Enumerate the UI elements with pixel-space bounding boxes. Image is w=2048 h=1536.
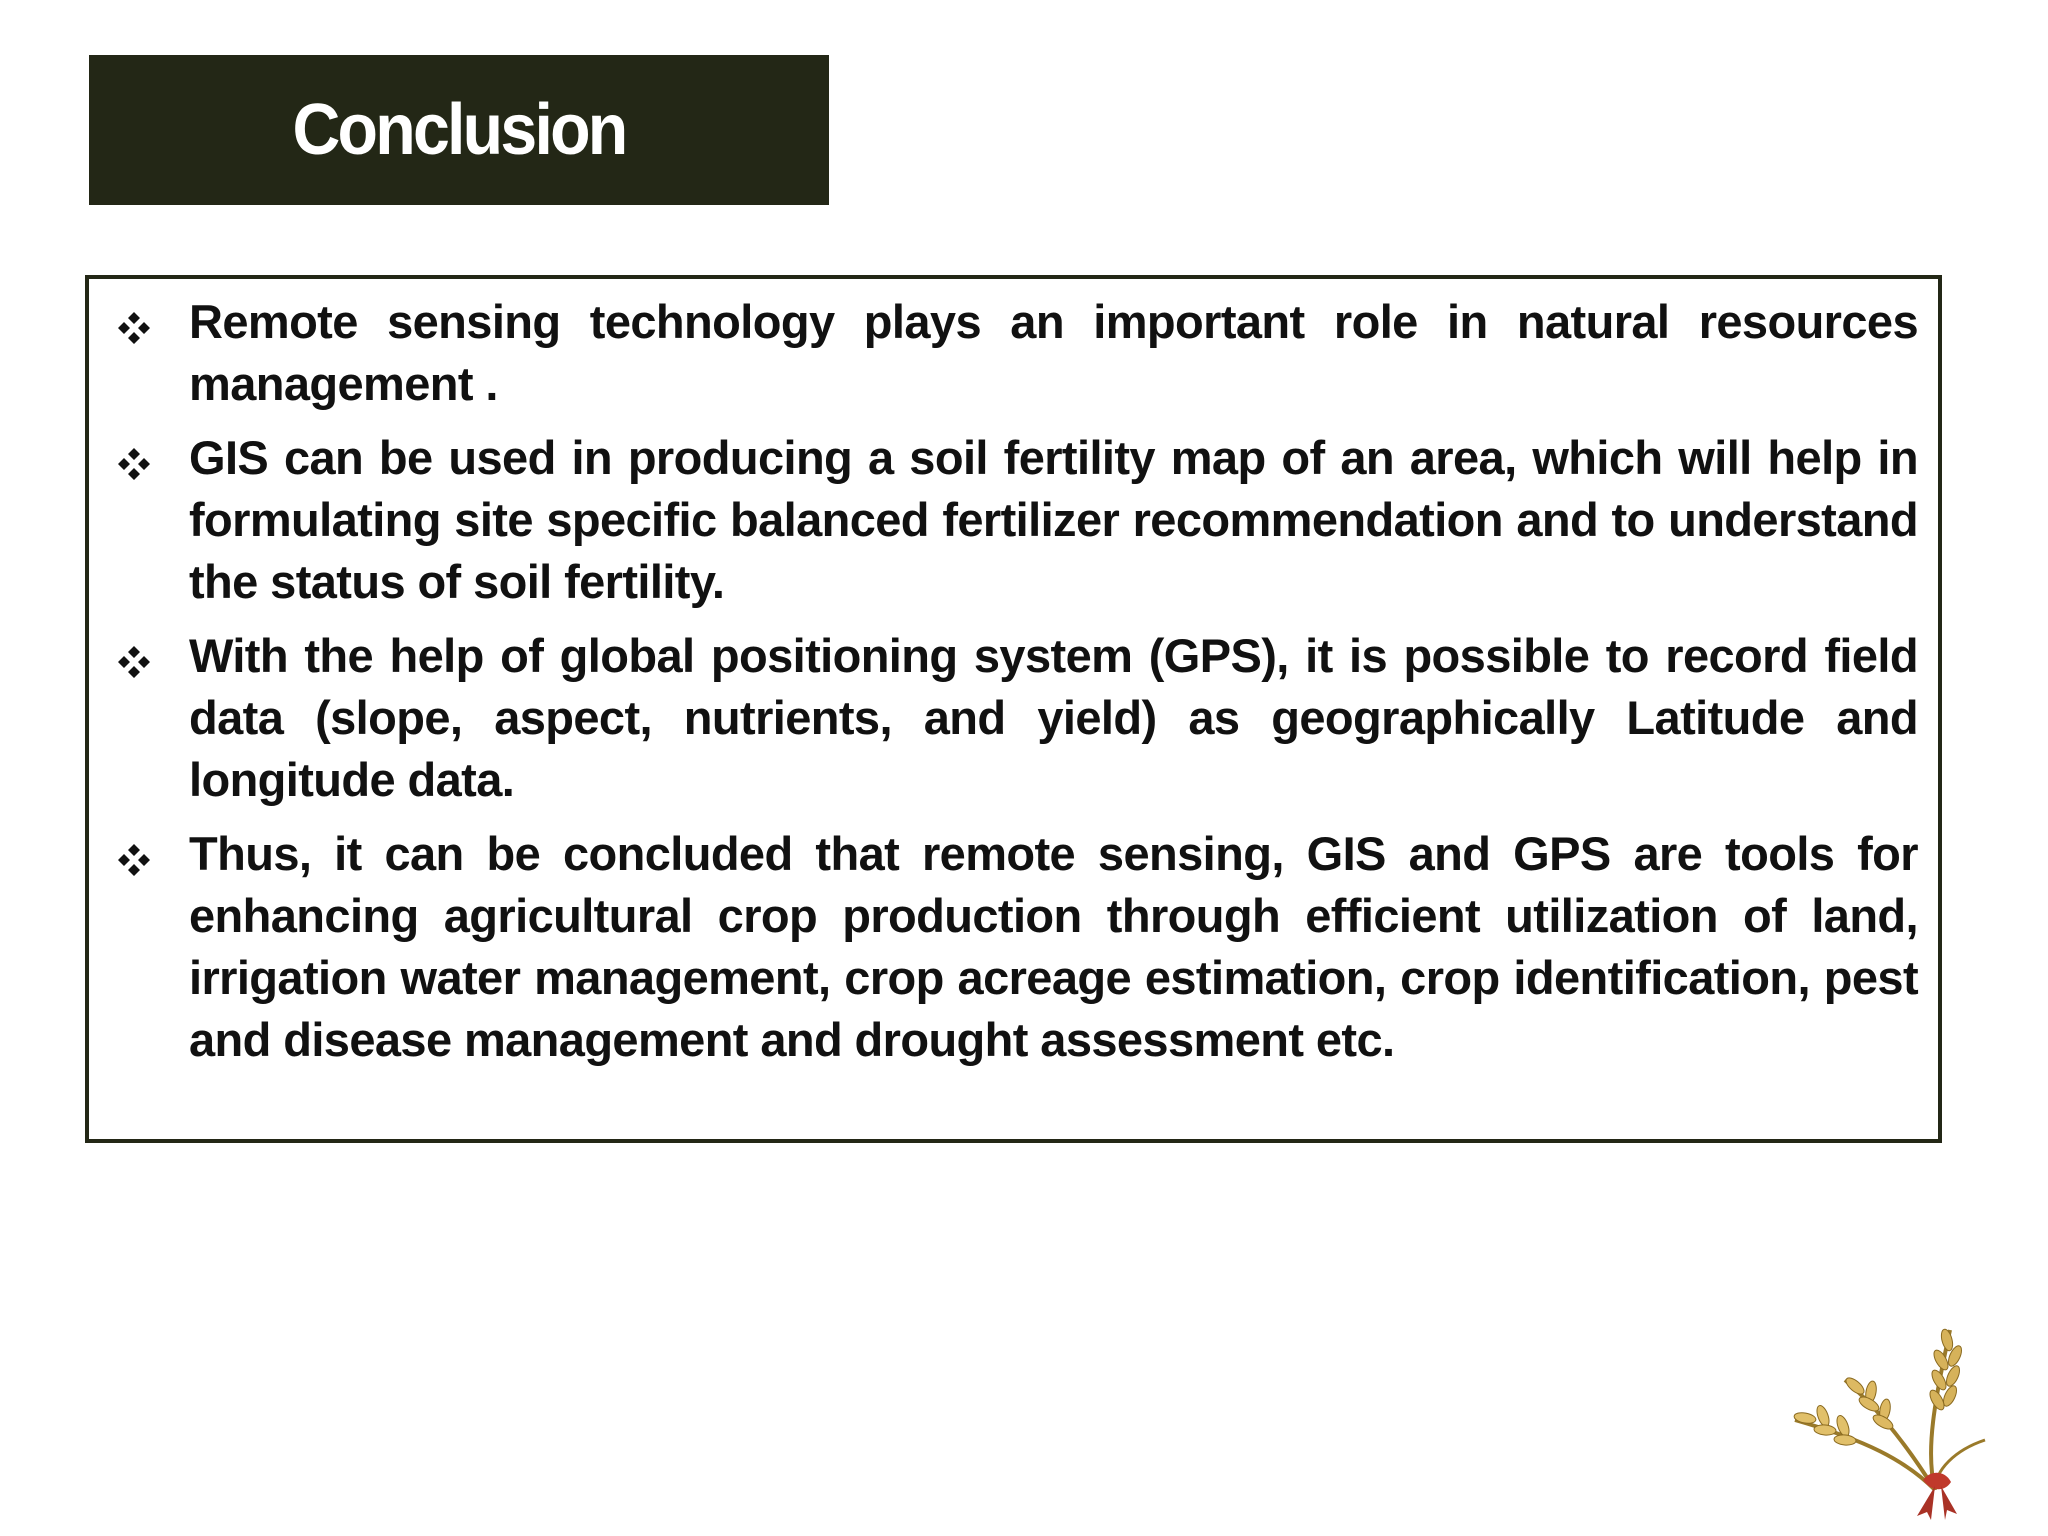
slide-title: Conclusion	[292, 90, 626, 170]
bullet-text: GIS can be used in producing a soil fertility map of an area, which will help in formulating site specific balanced fertilizer recommendation and to understand the status of soil fertility.	[189, 431, 1918, 608]
four-diamond-bullet-icon	[117, 843, 151, 877]
title-banner	[89, 55, 829, 205]
bullet-item	[89, 625, 1938, 811]
four-diamond-bullet-icon	[117, 645, 151, 679]
conclusion-content-box	[85, 275, 1942, 1143]
bullet-text: Thus, it can be concluded that remote sensing, GIS and GPS are tools for enhancing agricultural crop production through efficient utilization of land, irrigation water management, crop acreage estimation, crop identification, pest and disease management and drought assessment etc.	[189, 827, 1918, 1066]
bullet-item	[89, 427, 1938, 613]
four-diamond-bullet-icon	[117, 447, 151, 481]
bullet-text: Remote sensing technology plays an important role in natural resources management .	[189, 295, 1918, 410]
bullet-list	[89, 291, 1938, 1083]
bullet-item	[89, 291, 1938, 415]
bullet-item	[89, 823, 1938, 1071]
four-diamond-bullet-icon	[117, 311, 151, 345]
bullet-text: With the help of global positioning system (GPS), it is possible to record field data (slope, aspect, nutrients, and yield) as geographically Latitude and longitude data.	[189, 629, 1918, 806]
wheat-sheaf-icon	[1785, 1320, 2015, 1520]
